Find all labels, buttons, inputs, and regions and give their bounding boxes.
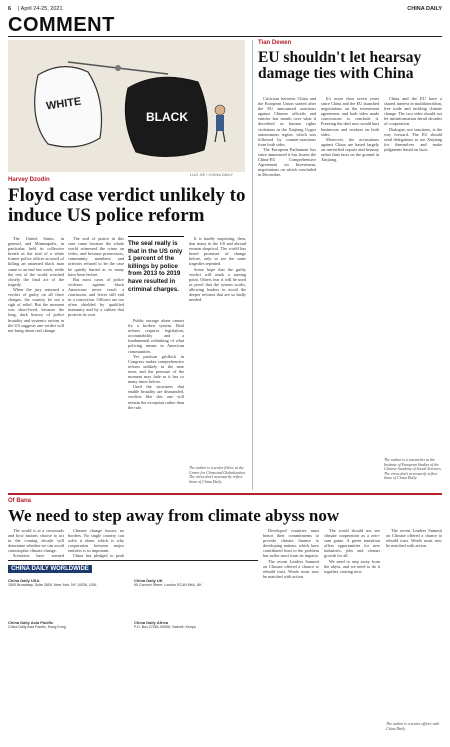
article2-headline: EU shouldn't let hearsay damage ties with China xyxy=(258,49,422,83)
article3-author-note: The author is a senior officer with China Daily. xyxy=(386,722,440,731)
paragraph: Some hope that the guilty verdict will mark a turning point. Others fear it will be used as proof that the system works, allowing leaders to avoid the deeper reforms that are so badly needed. xyxy=(189,266,246,303)
paragraph: Climate change knows no borders. No single country can solve it alone, which is why cooperation between major emitters is so important. xyxy=(68,528,124,554)
office-address: 90 Cannon Street, London EC4N 6HA, UK xyxy=(134,583,202,588)
office-address: P.O. Box 27281-00506, Nairobi, Kenya xyxy=(134,625,196,630)
office-name: China Daily Africa xyxy=(134,620,169,625)
article1-col1 xyxy=(8,236,64,484)
paragraph: China has pledged to peak xyxy=(73,553,124,558)
publication-name: CHINA DAILY xyxy=(407,6,442,12)
article3-col4 xyxy=(324,528,380,740)
article3-col3 xyxy=(263,528,319,740)
section-title: COMMENT xyxy=(8,14,115,36)
office-block xyxy=(134,579,252,588)
paragraph: But most cases of police violence against black Americans never reach a courtroom, and fewer still end in a conviction. Officers are too often shielded by qualified immunity and by a culture that protects its own. xyxy=(68,276,124,318)
paragraph: Moreover, the accusations against China are based largely on unverified reports and hearsay rather than facts on the ground in Xinjiang. xyxy=(321,136,379,163)
paragraph: The world is at a crossroads and how nations choose to act in the coming decade will determine whether we can avoid catastrophic climate change. xyxy=(8,528,64,554)
office-address: 1500 Broadway, Suite 2800, New York, NY 10036, USA xyxy=(8,583,97,588)
paragraph: Developed countries must honor their commitments to provide climate finance to developing nations, which have contributed least to the problem but suffer most from its impacts. xyxy=(263,528,319,559)
paragraph: The seal of justice in this case came because the whole world witnessed the crime on video, and because prosecutors, community members and activists refused to let the case be quietly buried as so many have been before. xyxy=(68,236,124,277)
article3-col2 xyxy=(68,528,124,558)
article3-col1 xyxy=(8,528,64,558)
paragraph: Criticism between China and the European Union started after the EU announced sanctions against Chinese officials and entities last month over what it described as human rights violations in the Xinjiang Uygur autonomous region, which was followed by counter-sanctions from both sides. xyxy=(258,96,316,147)
paragraph: The European Parliament has since announced it has frozen the China-EU Comprehensive Agreement on Investment, negotiations on which concluded in December. xyxy=(258,146,316,178)
paragraph: Public outrage alone cannot fix a broken system. Real reform requires legislation, accountability and a fundamental rethinking of what policing means in American communities. xyxy=(128,318,184,354)
column-divider xyxy=(252,40,253,490)
section-divider xyxy=(8,493,442,495)
article3-byline: Of Bana xyxy=(8,498,32,504)
cartoon-illustration xyxy=(8,40,245,172)
office-address: China Daily Asia Pacific, Hong Kong xyxy=(8,625,66,630)
article1-col3 xyxy=(128,318,184,484)
office-name: China Daily UK xyxy=(134,578,163,583)
page-number: 6 xyxy=(8,6,12,12)
article2-col1 xyxy=(258,96,316,488)
article2-byline: Tian Dewen xyxy=(258,40,292,46)
cartoon-label-white: WHITE xyxy=(45,95,83,113)
paragraph: The world should not see climate cooperation as a zero-sum game. A green transition offers opportunities for new industries, jobs and cleaner growth for all. xyxy=(324,528,380,559)
office-name: China Daily USA xyxy=(8,578,40,583)
paragraph: Scientists have warned xyxy=(13,553,64,558)
article1-byline: Harvey Dzodin xyxy=(8,177,50,183)
paragraph: We need to step away from the abyss, and we need to do it together, starting now. xyxy=(324,558,380,574)
office-block xyxy=(8,579,126,588)
pull-quote: The seal really is that in the US only 1 percent of the killings by police from 2013 to 2019 have resulted in criminal charges. xyxy=(128,240,183,293)
pull-quote-rule xyxy=(128,236,184,237)
paragraph: Yet partisan gridlock in Congress makes comprehensive reform unlikely in the near term, and the pressure of the moment may fade as it has so many times before. xyxy=(128,353,184,385)
worldwide-info-box xyxy=(8,560,258,740)
article2-author-note: The author is a researcher at the Institute of European Studies of the Chinese Academy of Social Sciences. The views don't necessarily reflect those of China Daily. xyxy=(384,458,442,481)
office-block xyxy=(8,621,126,630)
article1-headline: Floyd case verdict unlikely to induce US police reform xyxy=(8,185,246,226)
paragraph: Dialogue, not sanctions, is the way forward. The EU should send delegations to see Xinjiang for themselves and make judgments based on facts. xyxy=(384,126,442,152)
paragraph: The recent Leaders Summit on Climate offered a chance to rebuild trust. Words must now be matched with action. xyxy=(386,528,442,549)
article3-headline: We need to step away from climate abyss now xyxy=(8,506,340,525)
article1-col4 xyxy=(189,236,246,462)
editorial-cartoon xyxy=(8,40,245,172)
office-block xyxy=(134,621,252,630)
article1-author-note: The author is a senior fellow at the Center for China and Globalization. The views don't necessarily reflect those of China Daily. xyxy=(189,466,246,484)
article2-col3 xyxy=(384,96,442,456)
article2-col2 xyxy=(321,96,379,488)
paragraph: When the jury returned a verdict of guilty on all three charges, the country let out a sigh of relief. But the moment was short-lived, because the long, dark history of police brutality and systemic racism in the US suggests one verdict will not bring about real change. xyxy=(8,286,64,333)
article3-col5 xyxy=(386,528,442,718)
cartoon-label-black: BLACK xyxy=(146,110,188,124)
cartoon-credit: LUO JIE / CHINA DAILY xyxy=(190,172,234,177)
paragraph: It is hardly surprising, then, that many in the US and abroad remain skeptical. The world has heard promises of change before, only to see the same tragedies repeated. xyxy=(189,236,246,267)
paragraph: It's more than seven years since China and the EU launched negotiations on the investment agreement, and both sides made concessions to conclude it. Freezing the deal now would hurt businesses and workers on both sides. xyxy=(321,96,379,137)
issue-date: | April 24-25, 2021 xyxy=(18,6,63,12)
top-rule xyxy=(8,36,442,37)
article1-col2 xyxy=(68,236,124,484)
paragraph: China and the EU have a shared interest in multilateralism, free trade and tackling climate change. The two sides should not let misinformation derail decades of cooperation. xyxy=(384,96,442,127)
office-name: China Daily Asia Pacific xyxy=(8,620,54,625)
paragraph: Until the structures that enable brutality are dismantled, verdicts like this one will remain the exception rather than the rule. xyxy=(128,384,184,410)
paragraph: The United States, in general, and Minneapolis, in particular, held its collective breath as the trial of a white former police officer accused of killing an unarmed black man came to an end last week, while the rest of the world watched closely the final act of the tragedy. xyxy=(8,236,64,287)
paragraph: The recent Leaders Summit on Climate offered a chance to rebuild trust. Words must now be matched with action. xyxy=(263,558,319,579)
worldwide-title: CHINA DAILY WORLDWIDE xyxy=(8,565,92,573)
